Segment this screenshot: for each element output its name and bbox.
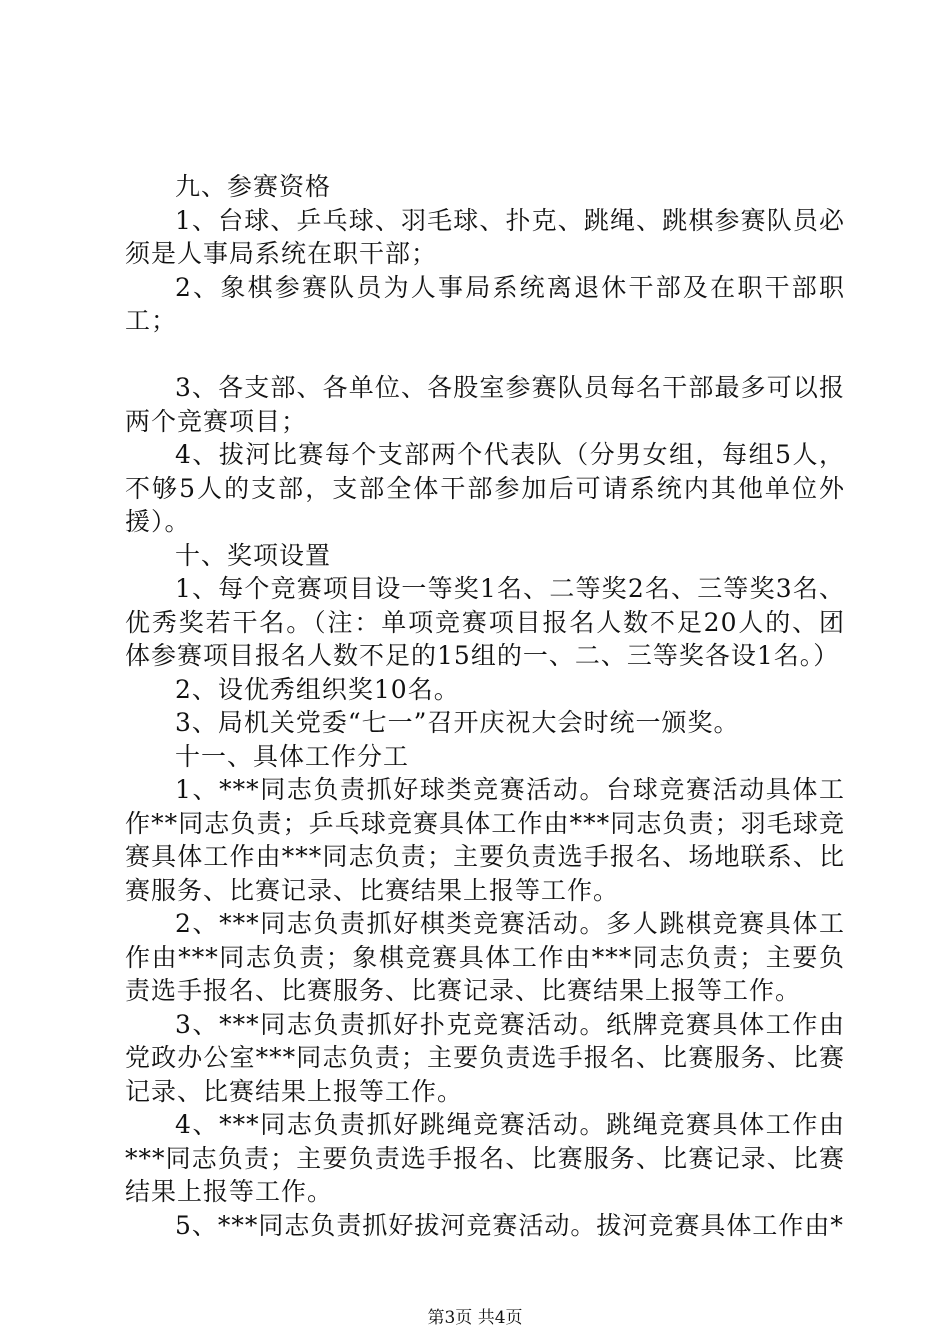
section-heading-division-of-work: 十一、具体工作分工: [175, 741, 410, 771]
paragraph-eligibility-1: 1、台球、乒乓球、羽毛球、扑克、跳绳、跳棋参赛队员必须是人事局系统在职干部；: [125, 205, 845, 268]
paragraph-awards-3: 3、局机关党委“七一”召开庆祝大会时统一颁奖。: [175, 708, 740, 737]
paragraph-eligibility-3: 3、各支部、各单位、各股室参赛队员每名干部最多可以报两个竞赛项目；: [125, 373, 845, 436]
paragraph-work-4: 4、***同志负责抓好跳绳竞赛活动。跳绳竞赛具体工作由***同志负责；主要负责选手报名、比赛服务、比赛记录、比赛结果上报等工作。: [125, 1110, 845, 1206]
paragraph-work-3: 3、***同志负责抓好扑克竞赛活动。纸牌竞赛具体工作由党政办公室***同志负责；主要负责选手报名、比赛服务、比赛记录、比赛结果上报等工作。: [125, 1009, 845, 1106]
blank-line: [125, 338, 845, 372]
paragraph-work-5: 5、***同志负责抓好拔河竞赛活动。拔河竞赛具体工作由*: [175, 1210, 844, 1240]
section-heading-awards: 十、奖项设置: [175, 540, 332, 570]
paragraph-eligibility-2: 2、象棋参赛队员为人事局系统离退休干部及在职干部职工；: [125, 272, 845, 335]
paragraph-work-2: 2、***同志负责抓好棋类竞赛活动。多人跳棋竞赛具体工作由***同志负责；象棋竞赛具体工作由***同志负责；主要负责选手报名、比赛服务、比赛记录、比赛结果上报等工作。: [125, 909, 845, 1005]
document-body: [125, 170, 845, 1242]
paragraph-eligibility-4: 4、拔河比赛每个支部两个代表队（分男女组，每组5人，不够5人的支部，支部全体干部参加后可请系统内其他单位外援）。: [125, 440, 845, 536]
section-heading-eligibility: 九、参赛资格: [175, 172, 332, 201]
paragraph-awards-2: 2、设优秀组织奖10名。: [175, 674, 460, 704]
paragraph-work-1: 1、***同志负责抓好球类竞赛活动。台球竞赛活动具体工作**同志负责；乒乓球竞赛具体工作由***同志负责；羽毛球竞赛具体工作由***同志负责；主要负责选手报名、场地联系、比赛服务、比赛记录、比赛结果上报等工作。: [125, 775, 845, 905]
paragraph-awards-1: 1、每个竞赛项目设一等奖1名、二等奖2名、三等奖3名、优秀奖若干名。（注：单项竞赛项目报名人数不足20人的、团体参赛项目报名人数不足的15组的一、二、三等奖各设1名。）: [125, 574, 845, 670]
page-number-footer: 第3页 共4页: [427, 1308, 523, 1328]
